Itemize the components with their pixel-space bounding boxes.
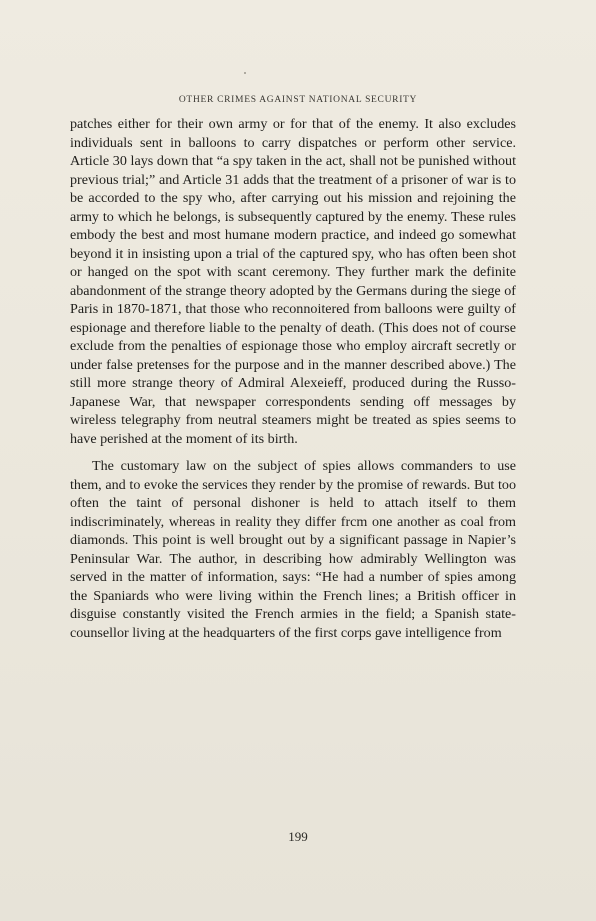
body-text: [70, 115, 516, 642]
paragraph-1: patches either for their own army or for that of the enemy. It also excludes individuals sent in balloons to carry dispatches or perform other service. Article 30 lays down that “a spy taken in the act, shall not be punished without previous trial;” and Article 31 adds that the treatment of a prisoner of war is to be accorded to the spy who, after carrying out his mission and rejoining the army to which he belongs, is subsequently captured by the enemy. These rules embody the best and most humane modern practice, and indeed go somewhat beyond it in insisting upon a trial of the captured spy, who has often been shot or hanged on the spot with scant ceremony. They further mark the definite abandonment of the strange theory adopted by the Germans during the siege of Paris in 1870-1871, that those who reconnoitered from balloons were guilty of espionage and therefore liable to the penalty of death. (This does not of course exclude from the penalties of espionage those who employ aircraft secretly or under false pretenses for the purpose and in the manner described above.) The still more strange theory of Admiral Alexeieff, produced during the Russo-Japanese War, that newspaper correspondents sending off messages by wireless telegraphy from neutral steamers might be treated as spies seems to have perished at the moment of its birth.: [70, 116, 516, 447]
running-head: OTHER CRIMES AGAINST NATIONAL SECURITY: [178, 95, 418, 105]
page-number: 199: [288, 829, 308, 844]
paper-speck: [244, 72, 246, 74]
paragraph-2: The customary law on the subject of spies allows commanders to use them, and to evoke the services they render by the promise of rewards. But too often the taint of personal dishoner is held to attach itself to them indiscriminately, whereas in reality they differ frcm one another as coal from diamonds. This point is well brought out by a significant passage in Napier’s Peninsular War. The author, in describing how admirably Wellington was served in the matter of information, says: “He had a number of spies among the Spaniards who were living within the French lines; a British officer in disguise constantly visited the French armies in the field; a Spanish state-counsellor living at the headquarters of the first corps gave intelligence from: [70, 458, 516, 641]
